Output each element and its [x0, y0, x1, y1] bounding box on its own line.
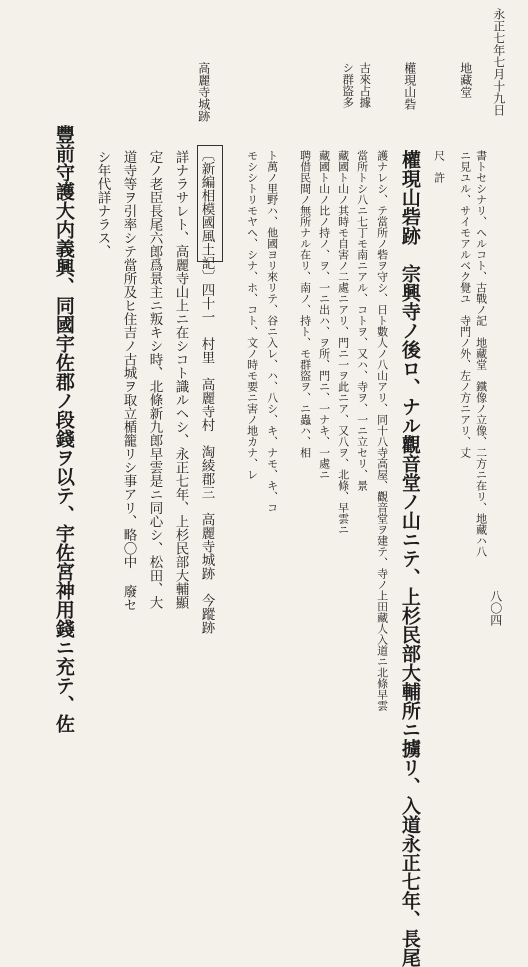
text-column: 道寺等ヲ引率シテ當所及ヒ住吉ノ古城ヲ取立楯籠リシ事アリ、略〇中 廢セ — [120, 150, 137, 612]
text-column: モシシトリモヤヘ、シナ、ホ、コト、文ノ時モ要ニ害ノ地カナ、レ — [245, 150, 259, 480]
marginal-jizodo: 地藏堂 — [458, 62, 473, 98]
text-column: 定ノ老臣長尾六郎爲景主ニ叛キシ時、北條新九郎早雲是ニ同心シ、松田、大 — [146, 150, 163, 609]
section-heading: 權現山砦跡 宗興寺ノ後ロ、ナル觀音堂ノ山ニテ、上杉民部大輔所ニ擄リ、入道永正七年、長尾 — [398, 150, 421, 967]
text-column: 聘借民間ノ無所ナル在リ、南ノ、持ト、モ群盜ヲ、ニ蟲ハ、相 — [298, 150, 312, 458]
marginal-note-b: シ群盜多 — [341, 62, 356, 108]
text-column-large: 豐前守護大内義興、同國宇佐郡ノ段錢ヲ以テ、宇佐宮神用錢ニ充テ、佐 — [52, 125, 75, 733]
text-column: シ年代詳ナラス、 — [94, 150, 111, 258]
marginal-gongenyama: 權現山砦 — [402, 62, 417, 110]
text-column: 藏國ト山ノ比ノ持ノ、ヲ、一ニ出ハ、ヲ所、門ニ、一ナキ、一處ニ — [317, 150, 331, 480]
text-column: ニ見ユル、サイモアルベク覺ユ 寺門ノ外、左ノ方ニアリ、丈 — [458, 150, 472, 458]
text-column: 書トセシナリ、ヘルコト、古戰ノ記 地藏堂 鐵像ノ立像、二方ニ在リ、地藏ハ八 — [474, 150, 488, 557]
text-column: 當所トシ八ニ七丁モ南ニアル、コトヲ、又ハ、寺ヲ、一ニ立セリ、景 — [355, 150, 369, 491]
text-column: 藏國ト山ノ其時モ自害ノ二處ニアリ、門ニ一ヲ此ニア、又八ヲ、北條、早雲ニ — [336, 150, 350, 535]
source-column: 〔新編相模國風土記〕四十一 村里 高麗寺村 淘綾郡三 高麗寺城跡 今蹤跡 — [198, 148, 215, 634]
text-column: 詳ナラサレト、高麗寺山上ニ在シコト識ルヘシ、永正七年、上杉民部大輔顯 — [172, 150, 189, 609]
text-column: 尺 許 — [432, 150, 446, 183]
text-column: ト萬ノ里野ハ、他國ヨリ來リテ、谷ニ入レ、ハ、八シ、キ、ナモ、キ、コ — [265, 150, 279, 513]
text-column: 護ナレシ、テ當所ノ砦ヲ守シ、日ト數人ノ八山アリ、同十八寺高屋、觀音堂ヲ建テ、寺ノ上田藏人入道ニ北條早雲 — [375, 150, 389, 711]
page-number: 八〇四 — [488, 590, 503, 626]
marginal-date: 永正七年七月十九日 — [491, 8, 506, 116]
marginal-note-a: 古來占據 — [358, 62, 373, 108]
marginal-komaji: 高麗寺城跡 — [196, 62, 211, 122]
